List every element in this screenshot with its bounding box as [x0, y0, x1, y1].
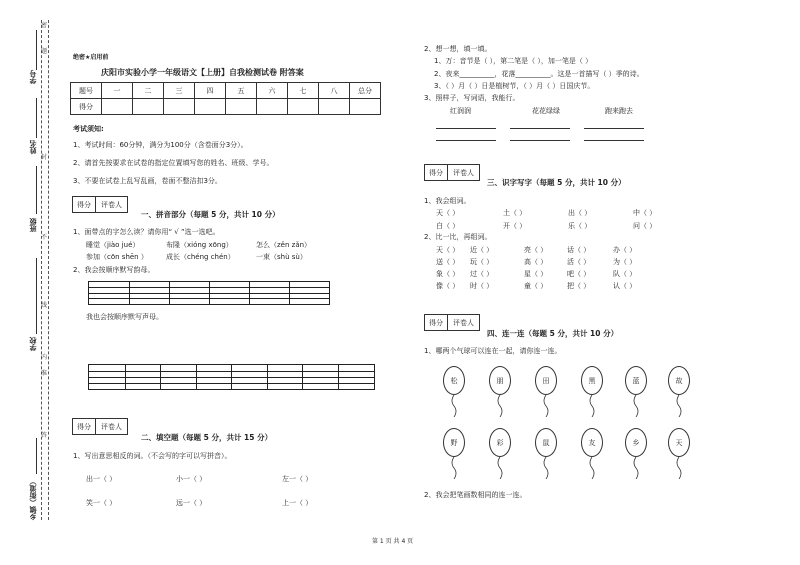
seal-mark-1: 密 — [41, 22, 48, 29]
balloon-top[interactable]: 黑 — [581, 366, 603, 395]
balloon-bottom[interactable]: 天 — [668, 428, 690, 457]
shengmu-writing-grid[interactable] — [88, 364, 375, 390]
seal-mark-2: 封 — [41, 154, 48, 161]
bibi-item[interactable]: 亮（ ） — [524, 246, 548, 254]
school-line[interactable] — [36, 258, 37, 334]
balloon-top[interactable]: 松 — [443, 366, 465, 395]
score-cell: 三 — [164, 83, 195, 99]
antonym-item[interactable]: 出一（ ） — [86, 475, 117, 483]
pinyin-item[interactable]: 参加（cōn shēn ） — [86, 253, 148, 261]
balloon-bottom[interactable]: 野 — [443, 428, 465, 457]
example-word-1: 红润润 — [450, 107, 471, 115]
score-cell: 六 — [257, 83, 288, 99]
score-input-cell[interactable] — [350, 99, 381, 115]
bibi-item[interactable]: 活（ ） — [567, 258, 591, 266]
yunmu-writing-grid[interactable] — [88, 281, 330, 305]
confidential-label: 绝密★启用前 — [73, 54, 109, 61]
bibi-item[interactable]: 队（ ） — [613, 270, 637, 278]
name-line[interactable] — [36, 98, 37, 138]
fill-line-2[interactable]: 2、夜来__________，花落__________。这是一首描写（ ）季的诗。 — [434, 70, 644, 78]
right-q2: 2、想一想，填一填。 — [424, 45, 492, 53]
score-cell: 八 — [319, 83, 350, 99]
score-cell: 五 — [226, 83, 257, 99]
score-input-cell[interactable] — [257, 99, 288, 115]
pinyin-item[interactable]: 睡觉（jiào jué） — [86, 241, 140, 249]
antonym-item[interactable]: 小一（ ） — [176, 475, 207, 483]
score-input-cell[interactable] — [288, 99, 319, 115]
binding-line-inner — [48, 20, 49, 520]
township-line[interactable] — [36, 438, 37, 474]
section4-title: 四、连一连（每题 5 分，共计 10 分） — [487, 329, 619, 338]
answer-line[interactable] — [510, 140, 570, 141]
pinyin-item[interactable]: 布隆（xióng xōng） — [166, 241, 233, 249]
bibi-item[interactable]: 星（ ） — [524, 270, 548, 278]
bibi-item[interactable]: 近（ ） — [470, 246, 494, 254]
balloon-top[interactable]: 蓝 — [625, 366, 647, 395]
section1-q2b: 我也会按顺序默写声母。 — [86, 313, 163, 321]
grade-box-grader-label: 评卷人 — [453, 318, 474, 327]
bibi-item[interactable]: 话（ ） — [567, 246, 591, 254]
antonym-item[interactable]: 左一（ ） — [282, 475, 313, 483]
section3-q1: 1、我会组词。 — [424, 197, 471, 205]
zuci-item[interactable]: 问（ ） — [633, 222, 657, 230]
bibi-item[interactable]: 办（ ） — [613, 246, 637, 254]
score-input-cell[interactable] — [195, 99, 226, 115]
bibi-item[interactable]: 认（ ） — [613, 282, 637, 290]
fill-line-3[interactable]: 3、（ ）月（ ）日是植树节，（ ）月（ ）日国庆节。 — [434, 82, 595, 90]
seal-mark-7: 答 — [41, 432, 48, 439]
student-id-line[interactable] — [36, 30, 37, 70]
antonym-item[interactable]: 远一（ ） — [176, 499, 207, 507]
section1-q2: 2、我会按顺序默写韵母。 — [73, 266, 155, 274]
example-word-3: 跑来跑去 — [605, 107, 633, 115]
bibi-item[interactable]: 送（ ） — [436, 258, 460, 266]
zuci-item[interactable]: 开（ ） — [503, 222, 527, 230]
balloon-top[interactable]: 田 — [535, 366, 557, 395]
grade-box-score-label: 得分 — [73, 419, 96, 434]
balloon-bottom[interactable]: 彩 — [489, 428, 511, 457]
section4-q2: 2、我会把笔画数相同的连一连。 — [424, 491, 527, 499]
antonym-item[interactable]: 上一（ ） — [282, 499, 313, 507]
section2-title: 二、填空题（每题 5 分，共计 15 分） — [141, 433, 273, 442]
zuci-item[interactable]: 土（ ） — [503, 209, 527, 217]
score-row-label: 得分 — [71, 99, 102, 115]
grade-box-grader-label: 评卷人 — [101, 200, 122, 209]
seal-mark-5: 不 — [41, 234, 48, 241]
township-label: 乡镇（街道） — [29, 478, 37, 520]
seal-mark-8: 题 — [41, 48, 48, 55]
grade-box-section3 — [424, 164, 480, 181]
score-input-cell[interactable] — [133, 99, 164, 115]
student-id-label: 学号 — [29, 70, 37, 84]
section4-q1: 1、哪两个气球可以连在一起，请你连一连。 — [424, 347, 562, 355]
balloon-top[interactable]: 朋 — [489, 366, 511, 395]
score-cell: 四 — [195, 83, 226, 99]
bibi-item[interactable]: 像（ ） — [436, 282, 460, 290]
zuci-item[interactable]: 出（ ） — [568, 209, 592, 217]
grade-box-grader-label: 评卷人 — [101, 422, 122, 431]
page-footer: 第 1 页 共 4 页 — [372, 538, 414, 545]
answer-line[interactable] — [436, 128, 496, 129]
balloon-top[interactable]: 故 — [668, 366, 690, 395]
zuci-item[interactable]: 白（ ） — [436, 222, 460, 230]
school-label: 学校 — [29, 337, 37, 351]
notice-heading: 考试须知: — [73, 125, 104, 133]
bibi-item[interactable]: 过（ ） — [470, 270, 494, 278]
grade-box-section4 — [424, 314, 480, 331]
pinyin-item[interactable]: 成长（chéng chén） — [166, 253, 235, 261]
answer-line[interactable] — [436, 140, 496, 141]
balloon-strings-bottom — [440, 457, 700, 479]
balloon-bottom[interactable]: 乡 — [625, 428, 647, 457]
bibi-item[interactable]: 吧（ ） — [567, 270, 591, 278]
grade-box-section1 — [72, 196, 128, 213]
binding-line-outer — [41, 20, 42, 520]
answer-line[interactable] — [584, 140, 644, 141]
grade-box-score-label: 得分 — [425, 165, 448, 180]
grade-box-score-label: 得分 — [73, 197, 96, 212]
page-title: 庆阳市实验小学一年级语文【上册】自我检测试卷 附答案 — [101, 68, 304, 77]
notice-item-1: 1、考试时间：60分钟，满分为100分（含卷面分3分）。 — [73, 141, 248, 149]
example-word-2: 花花绿绿 — [532, 107, 560, 115]
pinyin-item[interactable]: 一束（shù sù） — [256, 253, 307, 261]
grade-box-section2 — [72, 418, 128, 435]
pinyin-item[interactable]: 怎么（zěn zǎn） — [256, 241, 312, 249]
notice-item-2: 2、请首先按要求在试卷的指定位置填写您的姓名、班级、学号。 — [73, 159, 274, 167]
right-q3: 3、照样子，写词语，我能行。 — [424, 94, 520, 102]
seal-mark-3: 线 — [41, 302, 48, 309]
bibi-item[interactable]: 童（ ） — [524, 282, 548, 290]
bibi-item[interactable]: 象（ ） — [436, 270, 460, 278]
bibi-item[interactable]: 玩（ ） — [470, 258, 494, 266]
fill-line-1[interactable]: 1、万：音节是（ ），第二笔是（ ），加一笔是（ ） — [434, 57, 593, 65]
score-cell-label: 题号 — [71, 83, 102, 99]
score-input-cell[interactable] — [319, 99, 350, 115]
seal-mark-4: 内 — [41, 354, 48, 361]
grade-box-grader-label: 评卷人 — [453, 168, 474, 177]
score-cell: 七 — [288, 83, 319, 99]
notice-item-3: 3、不要在试卷上乱写乱画，卷面不整洁扣3分。 — [73, 177, 222, 185]
score-input-cell[interactable] — [164, 99, 195, 115]
bibi-item[interactable]: 天（ ） — [436, 246, 460, 254]
class-line[interactable] — [36, 166, 37, 214]
bibi-item[interactable]: 为（ ） — [613, 258, 637, 266]
antonym-item[interactable]: 笑一（ ） — [86, 499, 117, 507]
balloon-strings-top — [440, 395, 700, 417]
section1-title: 一、拼音部分（每题 5 分，共计 10 分） — [141, 210, 280, 219]
section3-title: 三、识字写字（每题 5 分，共计 10 分） — [487, 178, 626, 187]
zuci-item[interactable]: 天（ ） — [436, 209, 460, 217]
score-cell: 一 — [102, 83, 133, 99]
score-cell: 总分 — [350, 83, 381, 99]
score-table-header-row — [71, 83, 381, 99]
zuci-item[interactable]: 乐（ ） — [568, 222, 592, 230]
score-input-cell[interactable] — [226, 99, 257, 115]
class-label: 班级 — [29, 218, 37, 232]
bibi-item[interactable]: 把（ ） — [567, 282, 591, 290]
bibi-item[interactable]: 时（ ） — [470, 282, 494, 290]
score-table-score-row — [71, 99, 381, 115]
seal-mark-6: 准 — [41, 370, 48, 377]
section3-q2: 2、比一比，再组词。 — [424, 233, 492, 241]
name-label: 姓名 — [29, 140, 37, 154]
score-table — [70, 82, 381, 115]
grade-box-score-label: 得分 — [425, 315, 448, 330]
answer-line[interactable] — [510, 128, 570, 129]
balloon-bottom[interactable]: 鼠 — [535, 428, 557, 457]
balloon-bottom[interactable]: 友 — [581, 428, 603, 457]
bibi-item[interactable]: 高（ ） — [524, 258, 548, 266]
section1-q1: 1、面带点的字怎么读？请你用“ √ ”选一选吧。 — [73, 228, 220, 236]
score-input-cell[interactable] — [102, 99, 133, 115]
answer-line[interactable] — [584, 128, 644, 129]
zuci-item[interactable]: 中（ ） — [633, 209, 657, 217]
section2-q1: 1、写出意思相反的词。（不会写的字可以写拼音）。 — [73, 452, 232, 460]
score-cell: 二 — [133, 83, 164, 99]
